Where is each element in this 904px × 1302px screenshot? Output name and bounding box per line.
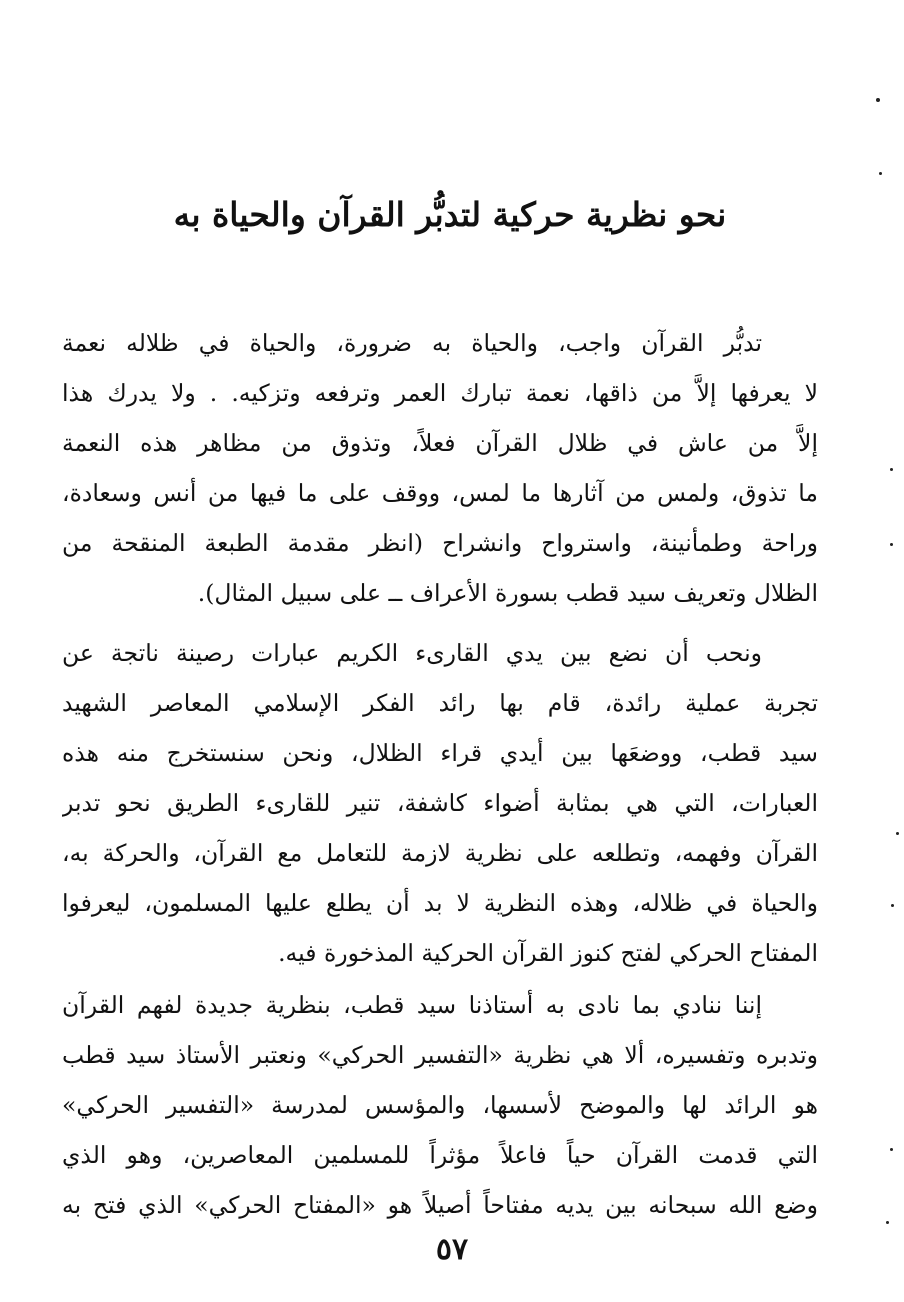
scan-speck: [890, 1148, 893, 1151]
chapter-title: نحو نظرية حركية لتدبُّر القرآن والحياة به: [173, 195, 727, 234]
text-line: إلاَّ من عاش في ظلال القرآن فعلاً، وتذوق من مظاهر هذه النعمة: [62, 429, 818, 457]
paragraph-3: [62, 980, 818, 1230]
scan-speck: [879, 172, 882, 175]
text-line: العبارات، التي هي بمثابة أضواء كاشفة، تنير للقارىء الطريق نحو تدبر: [62, 789, 818, 817]
text-line: إننا ننادي بما نادى به أستاذنا سيد قطب، بنظرية جديدة لفهم القرآن: [62, 991, 762, 1019]
text-line: والحياة في ظلاله، وهذه النظرية لا بد أن يطلع عليها المسلمون، ليعرفوا: [62, 889, 818, 917]
scan-speck: [891, 904, 894, 907]
text-line: تدبُّر القرآن واجب، والحياة به ضرورة، والحياة في ظلاله نعمة: [62, 329, 762, 357]
text-line: المفتاح الحركي لفتح كنوز القرآن الحركية المذخورة فيه.: [278, 939, 818, 967]
scan-speck: [890, 543, 893, 546]
text-line: وتدبره وتفسيره، ألا هي نظرية «التفسير الحركي» ونعتبر الأستاذ سيد قطب: [62, 1041, 818, 1069]
text-line: تجربة عملية رائدة، قام بها رائد الفكر الإسلامي المعاصر الشهيد: [62, 689, 818, 717]
text-line: التي قدمت القرآن حياً فاعلاً مؤثراً للمسلمين المعاصرين، وهو الذي: [62, 1141, 818, 1169]
scan-speck: [890, 468, 893, 471]
text-line: سيد قطب، ووضعَها بين أيدي قراء الظلال، ونحن سنستخرج منه هذه: [62, 739, 818, 767]
page-number: ٥٧: [435, 1232, 469, 1267]
text-line: وضع الله سبحانه بين يديه مفتاحاً أصيلاً هو «المفتاح الحركي» الذي فتح به: [62, 1191, 818, 1219]
scan-speck: [896, 832, 899, 835]
text-line: الظلال وتعريف سيد قطب بسورة الأعراف ــ على سبيل المثال).: [197, 579, 818, 607]
text-line: لا يعرفها إلاَّ من ذاقها، نعمة تبارك العمر وترفعه وتزكيه. . ولا يدرك هذا: [62, 379, 818, 407]
paragraph-2: [62, 628, 818, 978]
scan-speck: [886, 1221, 889, 1224]
text-line: القرآن وفهمه، وتطلعه على نظرية لازمة للتعامل مع القرآن، والحركة به،: [62, 839, 818, 867]
text-line: هو الرائد لها والموضح لأسسها، والمؤسس لمدرسة «التفسير الحركي»: [62, 1091, 818, 1119]
text-line: ما تذوق، ولمس من آثارها ما لمس، ووقف على ما فيها من أنس وسعادة،: [62, 479, 818, 507]
text-line: وراحة وطمأنينة، واسترواح وانشراح (انظر مقدمة الطبعة المنقحة من: [62, 529, 818, 557]
paragraph-1: [62, 318, 818, 618]
text-line: ونحب أن نضع بين يدي القارىء الكريم عبارات رصينة ناتجة عن: [62, 639, 762, 667]
scan-speck: [876, 98, 880, 102]
